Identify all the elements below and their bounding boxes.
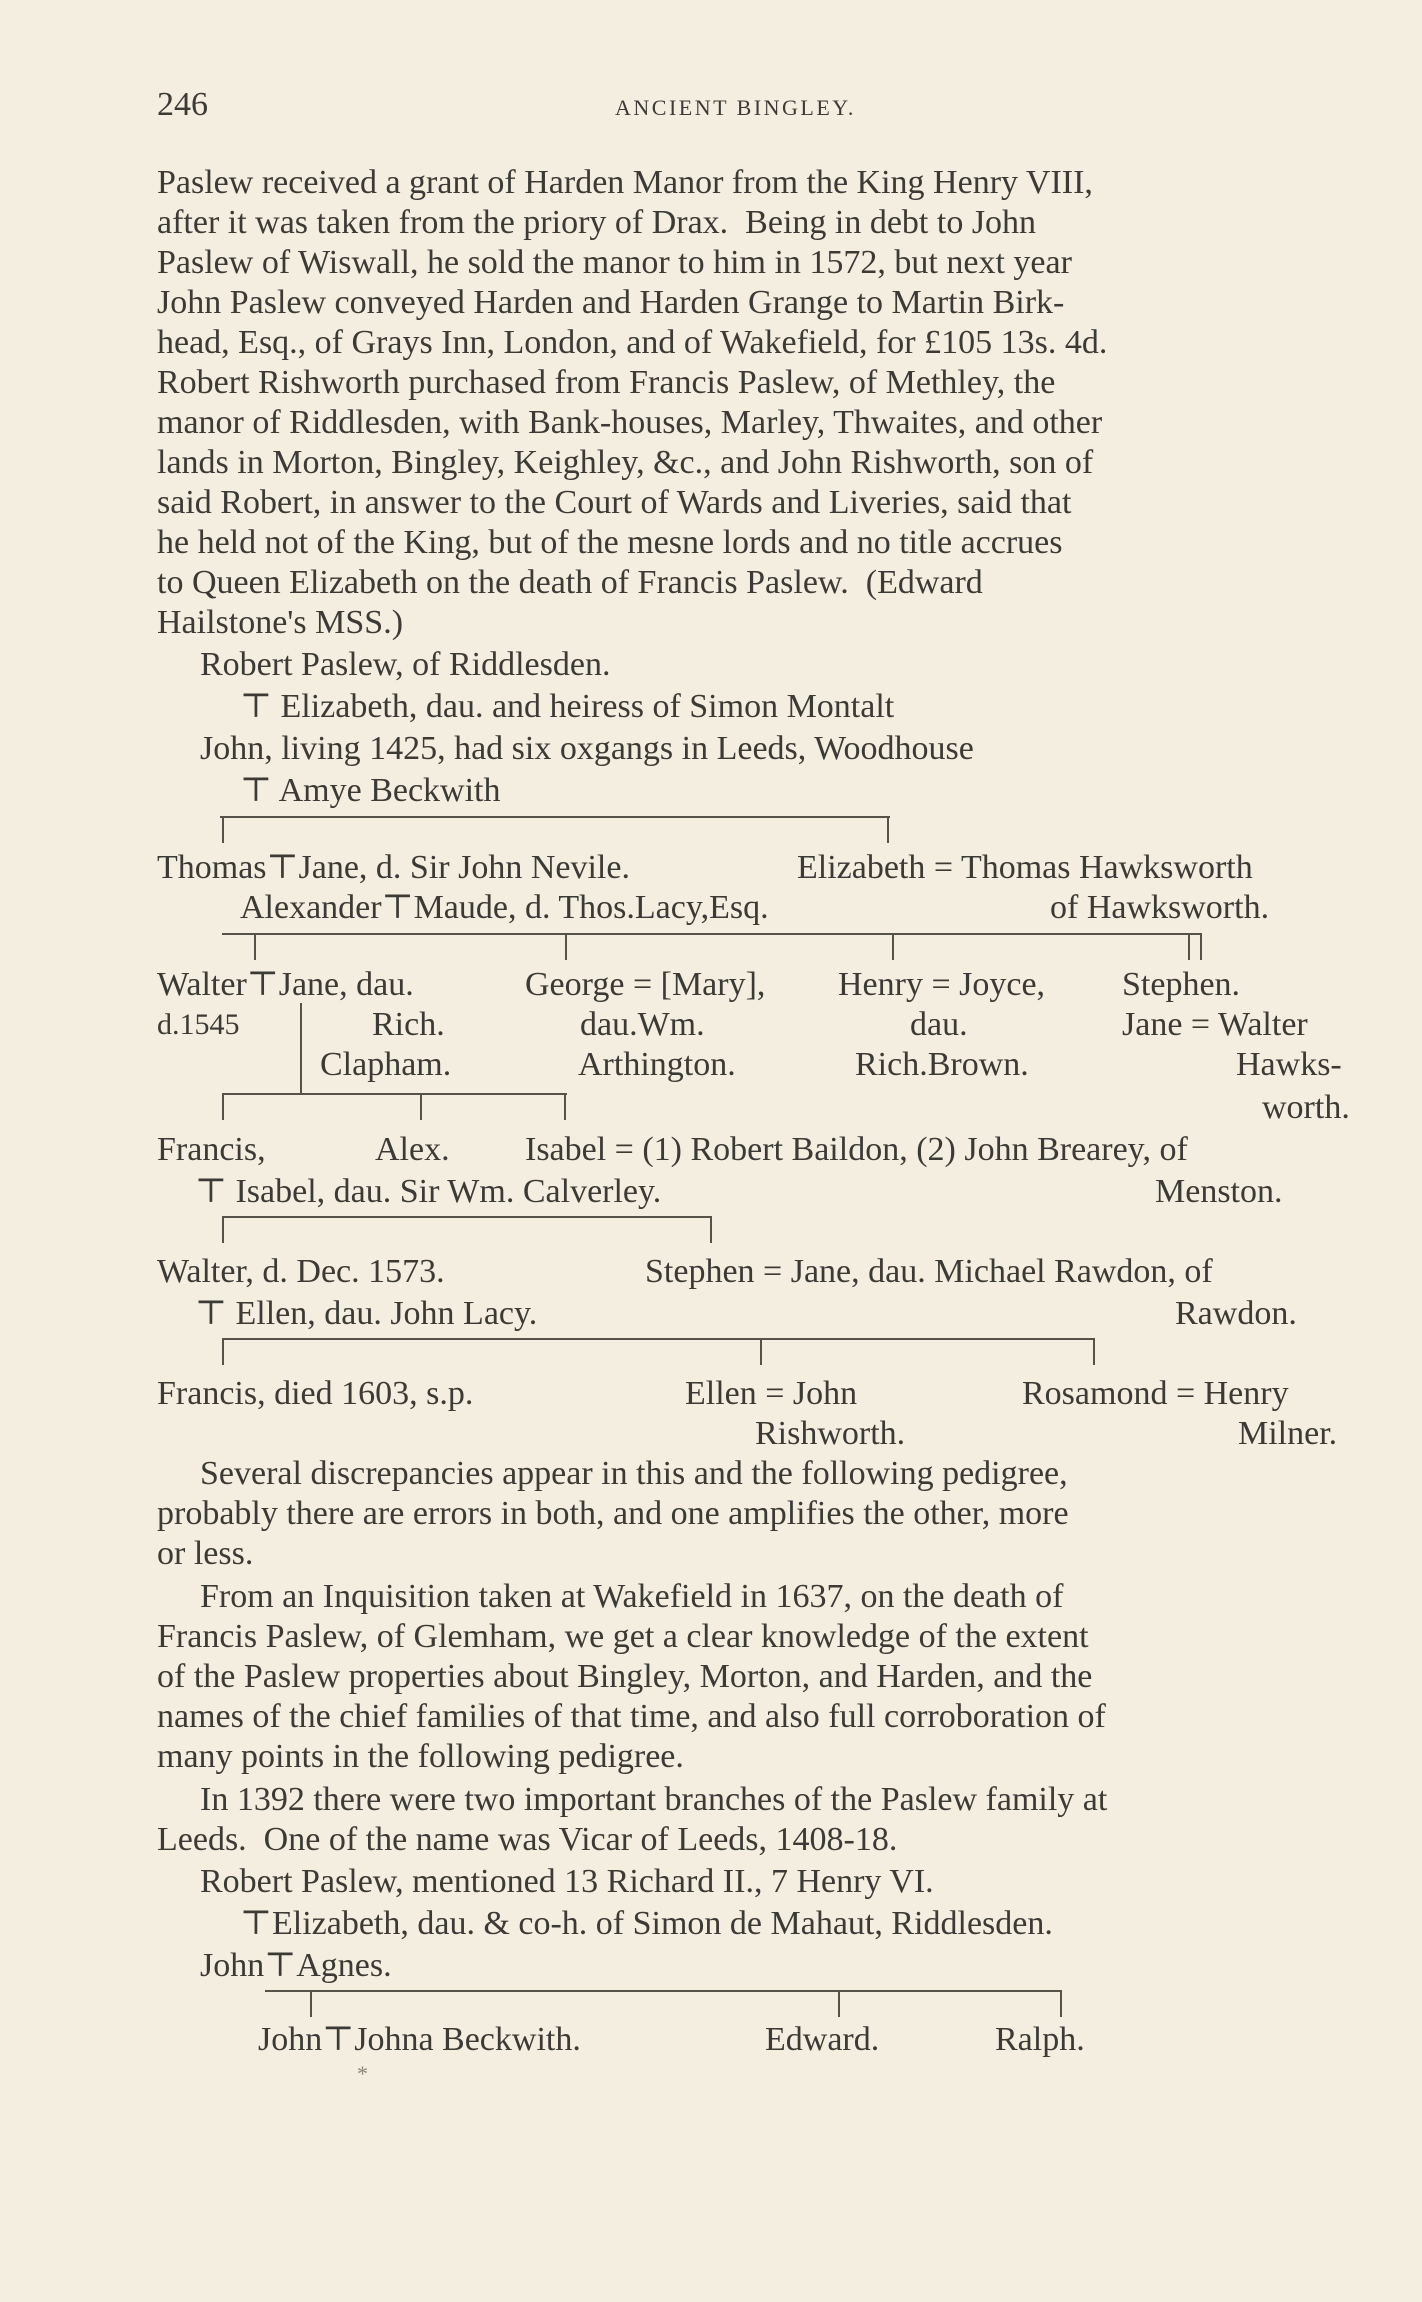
text-line: Paslew of Wiswall, he sold the manor to him in 1572, but next year (157, 244, 1072, 281)
pedigree-line (838, 1991, 840, 2017)
pedigree-entry: d.1545 (157, 1008, 240, 1041)
pedigree-line (760, 1339, 762, 1365)
text-line: Hailstone's MSS.) (157, 604, 404, 641)
pedigree-entry: Thomas⊤Jane, d. Sir John Nevile. (157, 849, 630, 886)
footnote-mark: * (357, 2061, 368, 2086)
pedigree-entry: Rich.Brown. (855, 1046, 1029, 1083)
pedigree-line (300, 1003, 302, 1095)
pedigree-line (222, 1338, 1095, 1340)
text-line: said Robert, in answer to the Court of Wards and Liveries, said that (157, 484, 1072, 521)
pedigree-entry: Clapham. (320, 1046, 452, 1083)
pedigree-entry: Alex. (375, 1131, 450, 1168)
pedigree-line (220, 816, 890, 818)
pedigree-entry: Francis, died 1603, s.p. (157, 1375, 474, 1412)
pedigree-line (1188, 934, 1190, 960)
pedigree-entry: John, living 1425, had six oxgangs in Leeds, Woodhouse (200, 730, 974, 767)
pedigree-entry: Rishworth. (755, 1415, 906, 1452)
text-line: Paslew received a grant of Harden Manor from the King Henry VIII, (157, 164, 1093, 201)
pedigree-entry: Walter⊤Jane, dau. (157, 966, 414, 1003)
pedigree-entry: Jane = Walter (1122, 1006, 1308, 1043)
pedigree-entry: Isabel = (1) Robert Baildon, (2) John Brearey, of (525, 1131, 1188, 1168)
pedigree-entry: Rawdon. (1175, 1295, 1297, 1332)
pedigree-entry: worth. (1262, 1089, 1350, 1126)
pedigree-line (222, 1339, 224, 1365)
pedigree-entry: Henry = Joyce, (838, 966, 1046, 1003)
text-line: to Queen Elizabeth on the death of Francis Paslew. (Edward (157, 564, 983, 601)
pedigree-entry: Elizabeth = Thomas Hawksworth (797, 849, 1253, 886)
text-line: From an Inquisition taken at Wakefield in 1637, on the death of (200, 1578, 1064, 1615)
pedigree-line (222, 1093, 567, 1095)
text-line: Leeds. One of the name was Vicar of Leeds, 1408-18. (157, 1821, 898, 1858)
pedigree-line (222, 1094, 224, 1120)
pedigree-line (254, 934, 256, 960)
pedigree-entry: of Hawksworth. (1050, 889, 1270, 926)
pedigree-entry: Alexander⊤Maude, d. Thos.Lacy,Esq. (240, 889, 769, 926)
pedigree-line (222, 817, 224, 843)
pedigree-entry: Arthington. (578, 1046, 736, 1083)
text-line: lands in Morton, Bingley, Keighley, &c., and John Rishworth, son of (157, 444, 1094, 481)
pedigree-entry: Hawks- (1236, 1046, 1342, 1083)
pedigree-entry: John⊤Agnes. (200, 1947, 392, 1984)
text-line: manor of Riddlesden, with Bank-houses, Marley, Thwaites, and other (157, 404, 1103, 441)
pedigree-entry: ⊤ Isabel, dau. Sir Wm. Calverley. (195, 1173, 662, 1210)
text-line: he held not of the King, but of the mesne lords and no title accrues (157, 524, 1063, 561)
pedigree-entry: Stephen. (1122, 966, 1241, 1003)
pedigree-line (265, 1990, 1062, 1992)
pedigree-entry: John⊤Johna Beckwith. (258, 2021, 581, 2058)
text-line: after it was taken from the priory of Drax. Being in debt to John (157, 204, 1037, 241)
pedigree-entry: Francis, (157, 1131, 266, 1168)
text-line: Robert Rishworth purchased from Francis Paslew, of Methley, the (157, 364, 1056, 401)
pedigree-line (222, 933, 1202, 935)
pedigree-entry: ⊤ Ellen, dau. John Lacy. (195, 1295, 538, 1332)
pedigree-line (564, 1094, 566, 1120)
pedigree-line (892, 934, 894, 960)
pedigree-entry: Ellen = John (685, 1375, 858, 1412)
pedigree-entry: Ralph. (995, 2021, 1085, 2058)
pedigree-entry: ⊤ Elizabeth, dau. and heiress of Simon Montalt (240, 688, 895, 725)
pedigree-line (1200, 934, 1202, 960)
pedigree-entry: Robert Paslew, of Riddlesden. (200, 646, 611, 683)
pedigree-line (222, 1217, 224, 1243)
pedigree-entry: ⊤Elizabeth, dau. & co-h. of Simon de Mahaut, Riddlesden. (240, 1905, 1053, 1942)
pedigree-line (1093, 1339, 1095, 1365)
running-title: ANCIENT BINGLEY. (615, 95, 856, 120)
text-line: many points in the following pedigree. (157, 1738, 684, 1775)
pedigree-entry: Robert Paslew, mentioned 13 Richard II., 7 Henry VI. (200, 1863, 934, 1900)
pedigree-entry: Menston. (1155, 1173, 1283, 1210)
pedigree-line (310, 1991, 312, 2017)
text-line: or less. (157, 1535, 254, 1572)
page-number: 246 (157, 86, 208, 123)
pedigree-entry: dau. (910, 1006, 968, 1043)
pedigree-line (1060, 1991, 1062, 2017)
text-line: John Paslew conveyed Harden and Harden Grange to Martin Birk- (157, 284, 1065, 321)
text-line: In 1392 there were two important branches of the Paslew family at (200, 1781, 1108, 1818)
pedigree-line (565, 934, 567, 960)
text-line: head, Esq., of Grays Inn, London, and of Wakefield, for £105 13s. 4d. (157, 324, 1108, 361)
pedigree-line (420, 1094, 422, 1120)
text-line: of the Paslew properties about Bingley, Morton, and Harden, and the (157, 1658, 1093, 1695)
pedigree-entry: ⊤ Amye Beckwith (240, 772, 501, 809)
pedigree-entry: Stephen = Jane, dau. Michael Rawdon, of (645, 1253, 1213, 1290)
text-line: Several discrepancies appear in this and the following pedigree, (200, 1455, 1068, 1492)
pedigree-line (887, 817, 889, 843)
pedigree-entry: dau.Wm. (580, 1006, 705, 1043)
text-line: Francis Paslew, of Glemham, we get a clear knowledge of the extent (157, 1618, 1089, 1655)
pedigree-entry: Edward. (765, 2021, 880, 2058)
pedigree-entry: Walter, d. Dec. 1573. (157, 1253, 445, 1290)
pedigree-entry: George = [Mary], (525, 966, 766, 1003)
pedigree-entry: Rich. (372, 1006, 445, 1043)
text-line: probably there are errors in both, and one amplifies the other, more (157, 1495, 1069, 1532)
pedigree-entry: Milner. (1238, 1415, 1338, 1452)
pedigree-line (710, 1217, 712, 1243)
pedigree-entry: Rosamond = Henry (1022, 1375, 1289, 1412)
text-line: names of the chief families of that time, and also full corroboration of (157, 1698, 1106, 1735)
pedigree-line (222, 1216, 712, 1218)
